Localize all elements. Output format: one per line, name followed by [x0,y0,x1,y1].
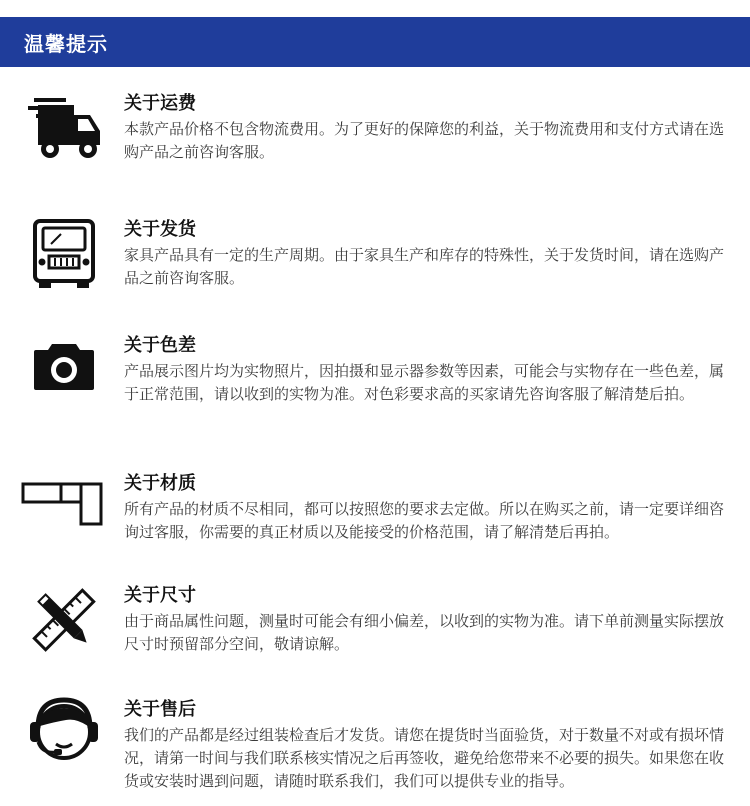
customer-service-icon [22,694,106,766]
section-body: 所有产品的材质不尽相同，都可以按照您的要求去定做。所以在购买之前，请一定要详细咨询过客服，你需要的真正材质以及能接受的价格范围，请了解清楚后再拍。 [124,500,725,541]
section-body: 本款产品价格不包含物流费用。为了更好的保障您的利益，关于物流费用和支付方式请在选购产品之前咨询客服。 [124,120,725,161]
section-body: 产品展示图片均为实物照片，因拍摄和显示器参数等因素，可能会与实物存在一些色差，属于正常范围，请以收到的实物为准。对色彩要求高的买家请先咨询客服了解清楚后拍。 [124,362,725,403]
delivery-truck-icon [22,92,106,164]
section-title: 关于材质 [124,473,196,494]
section-body: 家具产品具有一定的生产周期。由于家具生产和库存的特殊性，关于发货时间，请在选购产品之前咨询客服。 [124,246,725,287]
section-title: 关于色差 [124,335,196,356]
section-body: 由于商品属性问题，测量时可能会有细小偏差，以收到的实物为准。请下单前测量实际摆放尺寸时预留部分空间，敬请谅解。 [124,612,725,653]
camera-icon [22,330,106,402]
section-title: 关于运费 [124,93,196,114]
section-title: 关于发货 [124,219,196,240]
truck-front-icon [22,218,106,290]
material-panel-icon [20,468,104,540]
header-bar [0,17,750,67]
page-title: 温馨提示 [24,31,108,56]
section-title: 关于售后 [124,699,196,720]
section-title: 关于尺寸 [124,585,196,606]
section-body: 我们的产品都是经过组装检查后才发货。请您在提货时当面验货，对于数量不对或有损坏情况，请第一时间与我们联系核实情况之后再签收，避免给您带来不必要的损失。如果您在收货或安装时遇到问题，请随时联系我们，我们可以提供专业的指导。 [124,726,725,790]
ruler-pencil-icon [22,584,106,656]
